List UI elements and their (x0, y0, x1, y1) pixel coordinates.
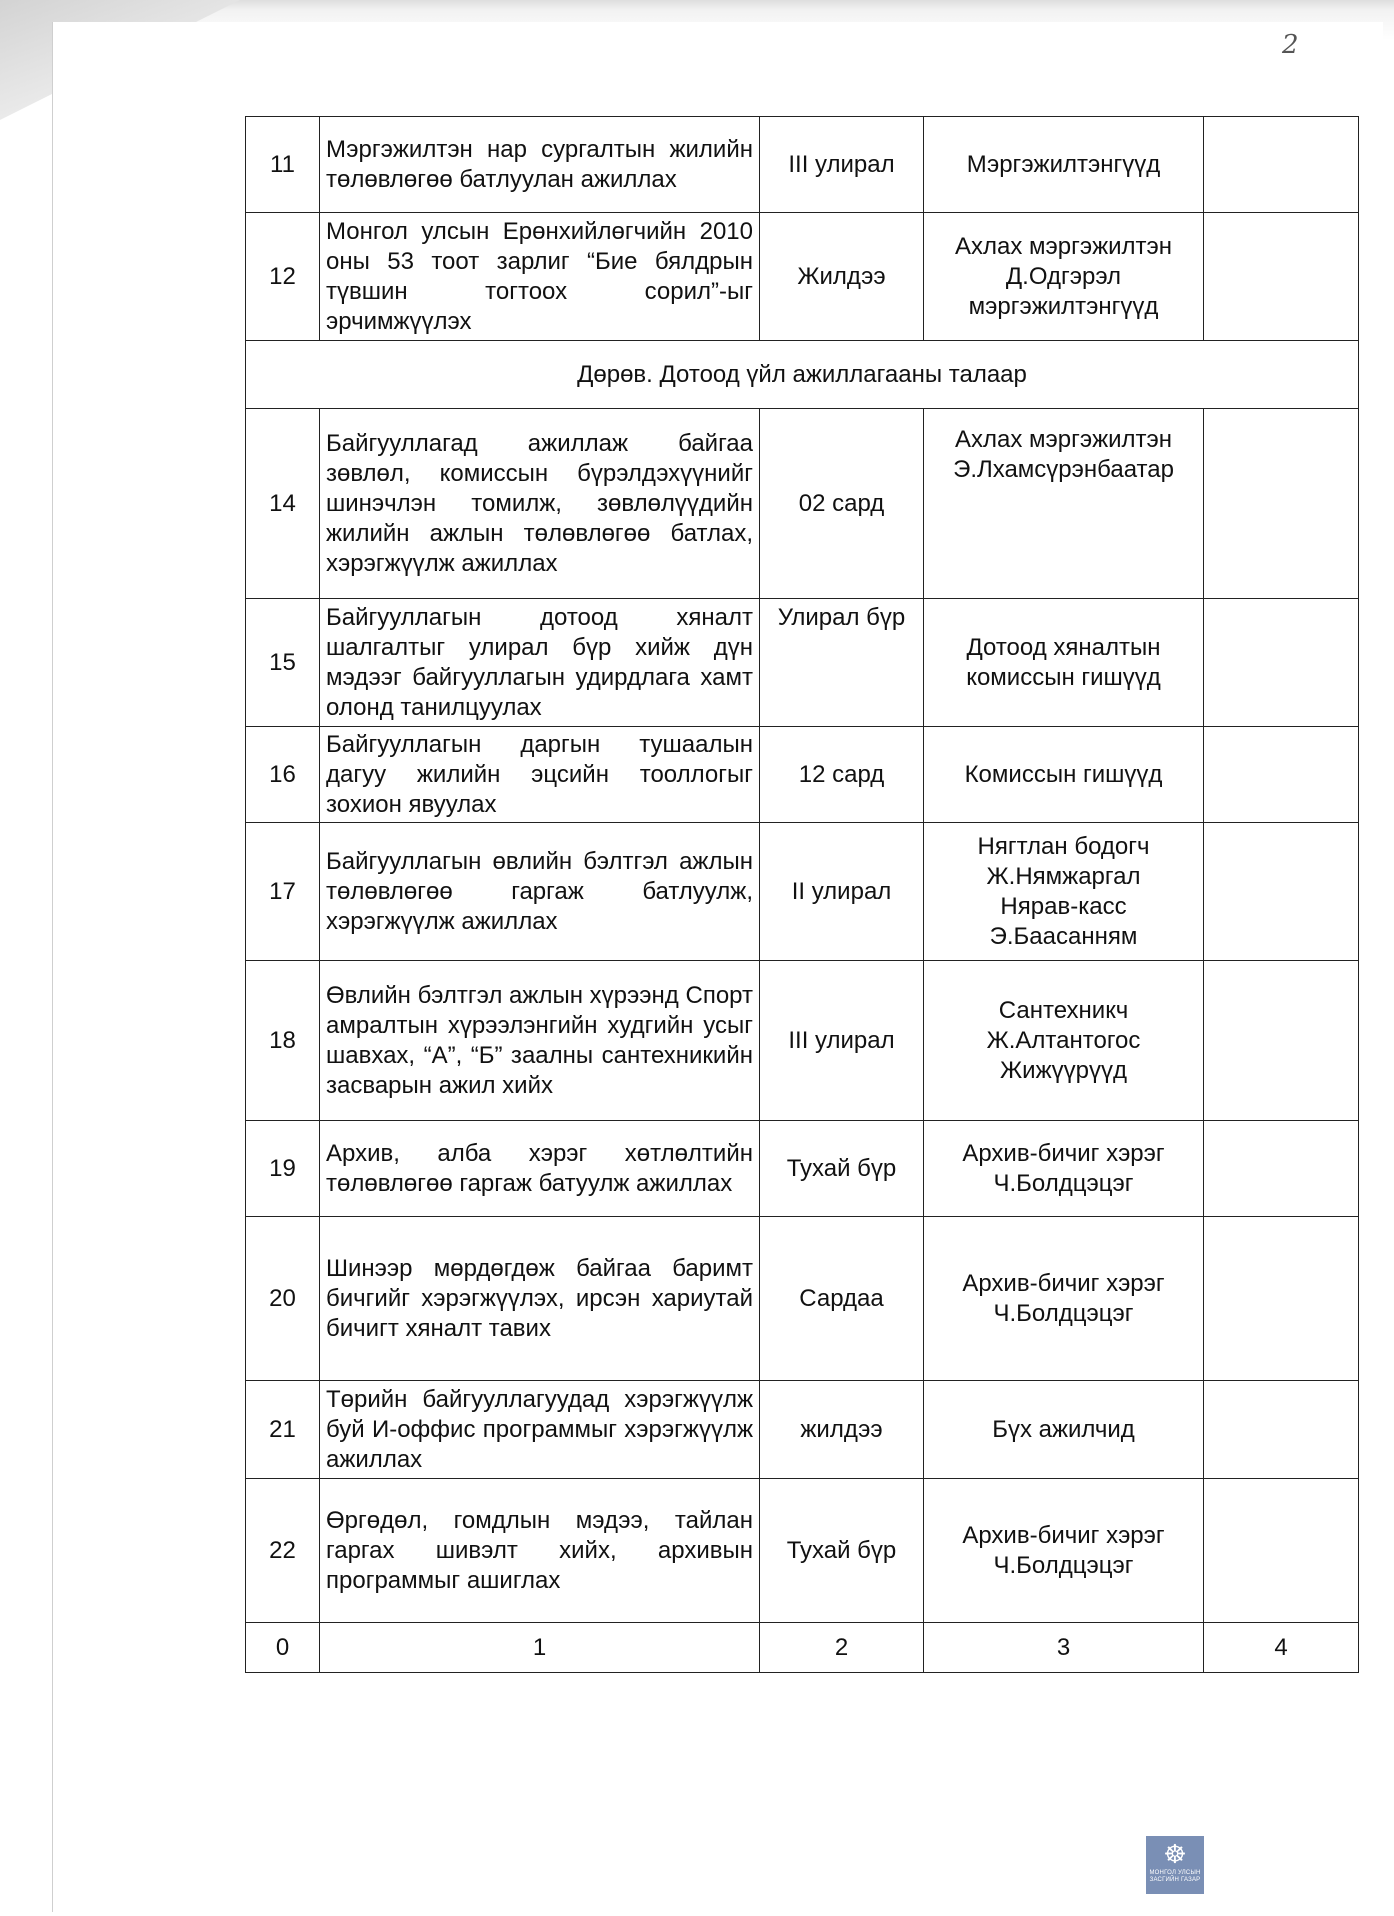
note-cell (1204, 213, 1359, 341)
row-number: 12 (246, 213, 320, 341)
column-number-row (246, 1623, 1359, 1673)
column-number: 3 (924, 1623, 1204, 1673)
task-cell: Мэргэжилтэн нар сургалтын жилийн төлөвлөгөө батлуулан ажиллах (320, 117, 760, 213)
responsible-cell: Дотоод хяналтын комиссын гишүүд (924, 599, 1204, 727)
deadline-cell: Улирал бүр (760, 599, 924, 727)
responsible-cell: Ахлах мэргэжилтэн Э.Лхамсүрэнбаатар (924, 409, 1204, 599)
deadline-cell: III улирал (760, 961, 924, 1121)
row-number: 16 (246, 727, 320, 823)
section-heading: Дөрөв. Дотоод үйл ажиллагааны талаар (246, 341, 1359, 409)
deadline-cell: Жилдээ (760, 213, 924, 341)
logo-line-1: МОНГОЛ УЛСЫН (1149, 1870, 1201, 1876)
deadline-cell: II улирал (760, 823, 924, 961)
table-row (246, 1121, 1359, 1217)
column-number: 2 (760, 1623, 924, 1673)
table-row (246, 117, 1359, 213)
responsible-cell: Сантехникч Ж.Алтантогос Жижүүрүүд (924, 961, 1204, 1121)
task-cell: Байгууллагад ажиллаж байгаа зөвлөл, комиссын бүрэлдэхүүнийг шинэчлэн томилж, зөвлөлүүдийн жилийн ажлын төлөвлөгөө батлах, хэрэгжүүлж ажиллах (320, 409, 760, 599)
note-cell (1204, 409, 1359, 599)
task-cell: Монгол улсын Ерөнхийлөгчийн 2010 оны 53 тоот зарлиг “Бие бялдрын түвшин тогтоох сорил”-ыг эрчимжүүлэх (320, 213, 760, 341)
note-cell (1204, 1479, 1359, 1623)
note-cell (1204, 1381, 1359, 1479)
task-cell: Шинээр мөрдөгдөж байгаа баримт бичгийг хэрэгжүүлэх, ирсэн хариутай бичигт хяналт тавих (320, 1217, 760, 1381)
note-cell (1204, 727, 1359, 823)
task-cell: Төрийн байгууллагуудад хэрэгжүүлж буй И-оффис программыг хэрэгжүүлж ажиллах (320, 1381, 760, 1479)
section-row (246, 341, 1359, 409)
page-number: 2 (1282, 30, 1299, 60)
table-row (246, 961, 1359, 1121)
table-row (246, 409, 1359, 599)
table-row (246, 727, 1359, 823)
responsible-cell: Нягтлан бодогч Ж.Нямжаргал Нярав-касс Э.Баасанням (924, 823, 1204, 961)
logo-line-2: ЗАСГИЙН ГАЗАР (1149, 1877, 1201, 1883)
deadline-cell: Сардаа (760, 1217, 924, 1381)
deadline-cell: Тухай бүр (760, 1479, 924, 1623)
responsible-cell: Бүх ажилчид (924, 1381, 1204, 1479)
task-cell: Байгууллагын өвлийн бэлтгэл ажлын төлөвлөгөө гаргаж батлуулж, хэрэгжүүлж ажиллах (320, 823, 760, 961)
deadline-cell: Тухай бүр (760, 1121, 924, 1217)
government-logo (1146, 1836, 1204, 1894)
deadline-cell: 12 сард (760, 727, 924, 823)
note-cell (1204, 823, 1359, 961)
row-number: 14 (246, 409, 320, 599)
deadline-cell: 02 сард (760, 409, 924, 599)
responsible-cell: Мэргэжилтэнгүүд (924, 117, 1204, 213)
row-number: 18 (246, 961, 320, 1121)
column-number: 1 (320, 1623, 760, 1673)
row-number: 15 (246, 599, 320, 727)
table-row (246, 213, 1359, 341)
soyombo-icon: ☸ (1163, 1839, 1187, 1869)
row-number: 17 (246, 823, 320, 961)
work-plan-table (245, 116, 1359, 1673)
row-number: 19 (246, 1121, 320, 1217)
table-row (246, 1381, 1359, 1479)
responsible-cell: Комиссын гишүүд (924, 727, 1204, 823)
column-number: 4 (1204, 1623, 1359, 1673)
row-number: 11 (246, 117, 320, 213)
task-cell: Байгууллагын дотоод хяналт шалгалтыг улирал бүр хийж дүн мэдээг байгууллагын удирдлага хамт олонд танилцуулах (320, 599, 760, 727)
task-cell: Архив, алба хэрэг хөтлөлтийн төлөвлөгөө гаргаж батуулж ажиллах (320, 1121, 760, 1217)
row-number: 21 (246, 1381, 320, 1479)
note-cell (1204, 1121, 1359, 1217)
task-cell: Байгууллагын даргын тушаалын дагуу жилийн эцсийн тооллогыг зохион явуулах (320, 727, 760, 823)
note-cell (1204, 1217, 1359, 1381)
responsible-cell: Архив-бичиг хэрэг Ч.Болдцэцэг (924, 1217, 1204, 1381)
responsible-cell: Ахлах мэргэжилтэн Д.Одгэрэл мэргэжилтэнгүүд (924, 213, 1204, 341)
row-number: 20 (246, 1217, 320, 1381)
deadline-cell: жилдээ (760, 1381, 924, 1479)
row-number: 22 (246, 1479, 320, 1623)
task-cell: Өвлийн бэлтгэл ажлын хүрээнд Спорт амралтын хүрээлэнгийн худгийн усыг шавхах, “А”, “Б” заалны сантехникийн засварын ажил хийх (320, 961, 760, 1121)
table-row (246, 599, 1359, 727)
note-cell (1204, 961, 1359, 1121)
responsible-cell: Архив-бичиг хэрэг Ч.Болдцэцэг (924, 1121, 1204, 1217)
note-cell (1204, 599, 1359, 727)
note-cell (1204, 117, 1359, 213)
task-cell: Өргөдөл, гомдлын мэдээ, тайлан гаргах шивэлт хийх, архивын программыг ашиглах (320, 1479, 760, 1623)
table-row (246, 1479, 1359, 1623)
table-row (246, 1217, 1359, 1381)
deadline-cell: III улирал (760, 117, 924, 213)
responsible-cell: Архив-бичиг хэрэг Ч.Болдцэцэг (924, 1479, 1204, 1623)
table-row (246, 823, 1359, 961)
column-number: 0 (246, 1623, 320, 1673)
